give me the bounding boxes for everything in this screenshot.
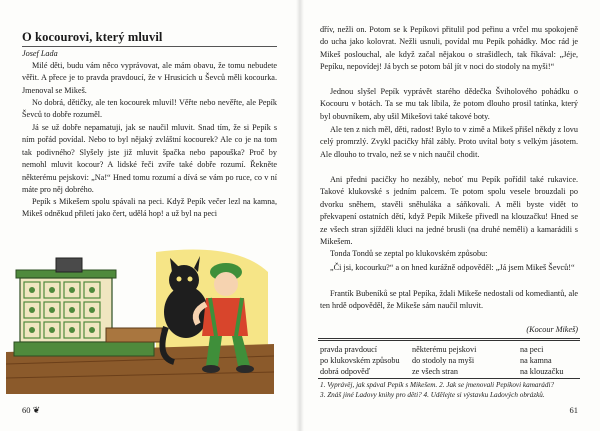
paragraph: Já se už dobře nepamatuji, jak se naučil mluvit. Snad tím, že si Pepík s ním pořád povídal. Nebo to byl nějaký zvláštní kocourek? Ale co je na tom tak podivného? Slyšely jste již mluvit špačka nebo papouška? Proč by nemohl mluvit kocour? A lidské řeči zvíře také dobře rozumí. Řekněte některému pejskovi: „Na!“ Hned tomu rozumí a dívá se vám po ruce, co v ní máte pro něj dobrého. [22,123,277,195]
paragraph: Pepík s Mikešem spolu spávali na peci. Když Pepík večer lezl na kamna, Mikeš odněkud přiletí jako čert, udělá hop! a už byl na peci [22,197,277,219]
source-citation: (Kocour Mikeš) [526,325,578,334]
vocabulary-row: dobrá odpověď ze všech stran na klouzačku [320,367,564,376]
vocabulary-row: pravda pravdoucí některému pejskovi na peci [320,345,544,354]
divider-rule [318,378,580,379]
paragraph: Ani předni pacičky ho nezábly, neboť mu Pepík pořídil také rukavice. Takové klukovské s jedním palcem. Te potom spolu vesele brouzdali po dvorku sněhem, stavěli sněhuláka a sáňkovali. A měli byste vidět to překvapení ostatních dětí, když Pepík Mikeše přivedl na klouzačku! Hned se ze všech stran sjížděli kluci na jedné brusli (na druhé neměli) a kamarádili s Mikešem. [320,175,578,247]
paragraph: „Či jsi, kocourku?“ a on hned kurážně odpověděl: „Já jsem Mikeš Ševců!“ [330,263,575,272]
vocabulary-table [320,344,582,377]
tasks-list [320,380,582,400]
title-rule [22,46,277,47]
task-line: 1. Vyprávěj, jak spával Pepík s Mikešem. 2. Jak se jmenovali Pepíkovi kamarádi? [320,381,555,389]
paragraph: Ale ten z nich měl, děti, radost! Bylo to v zimě a Mikeš přišel někdy z lovu celý promrzlý. Zvykl pacičky hřál zábly. Proto uvítal boty s velkým jásotem. Ale dlouho to trvalo, než se v nich naučil chodit. [320,125,578,159]
paragraph: dřív, nežli on. Potom se k Pepíkovi přitulil pod peřinu a vrčel mu spokojeně do ucha jako kolovrat. Nežli usnuli, povídal mu Pepík pohádky. Moc rád je Mikeš poslouchal, ale když začal nějakou o strašidlech, tak říkával: „Jéje, Pepíku, nepovídej! Já bych se potom bál jít v noci do stodoly na myši!“ [320,25,578,72]
ornament-icon: ❦ [32,405,41,415]
paragraph: Tonda Tondů se zeptal po klukovském způsobu: [330,249,488,258]
page-number: 60 ❦ [22,405,41,415]
illustration-boy-cat-stove [6,232,274,394]
story-title: O kocourovi, který mluvil [22,30,163,44]
divider-rule [318,340,580,341]
paragraph: No dobrá, dětičky, ale ten kocourek mluvil! Věřte nebo nevěřte, ale Pepík Ševců to dobře rozuměl. [22,98,277,120]
paragraph: Jednou slyšel Pepík vyprávět starého dědečka Šviholového pohádku o Kocouru v botách. Ta se mu tak líbila, že potom dlouho prosil tatínka, který byl obuvníkem, aby ušil Mikešovi také takové boty. [320,87,578,121]
divider-rule [318,338,580,339]
vocabulary-row: po klukovském způsobu do stodoly na myši na kamna [320,356,552,365]
page-number: 61 [569,405,578,415]
paragraph: Frantík Bubeníků se ptal Pepíka, ždali Mikeše nedostali od komediantů, ale ten hrdě odpověděl, že Mikeše sám naučil mluvit. [320,289,578,311]
author: Josef Lada [22,49,58,58]
right-page [300,0,600,431]
task-line: 3. Znáš jiné Ladovy knihy pro děti? 4. Udělejte si výstavku Ladových obrázků. [320,391,545,399]
paragraph: Milé děti, budu vám něco vyprávovat, ale mám obavu, že tomu nebudete věřit. A přece je to pravda pravdoucí, že v Hrusicích u Ševců měli kocourka. Jmenoval se Mikeš. [22,61,277,95]
